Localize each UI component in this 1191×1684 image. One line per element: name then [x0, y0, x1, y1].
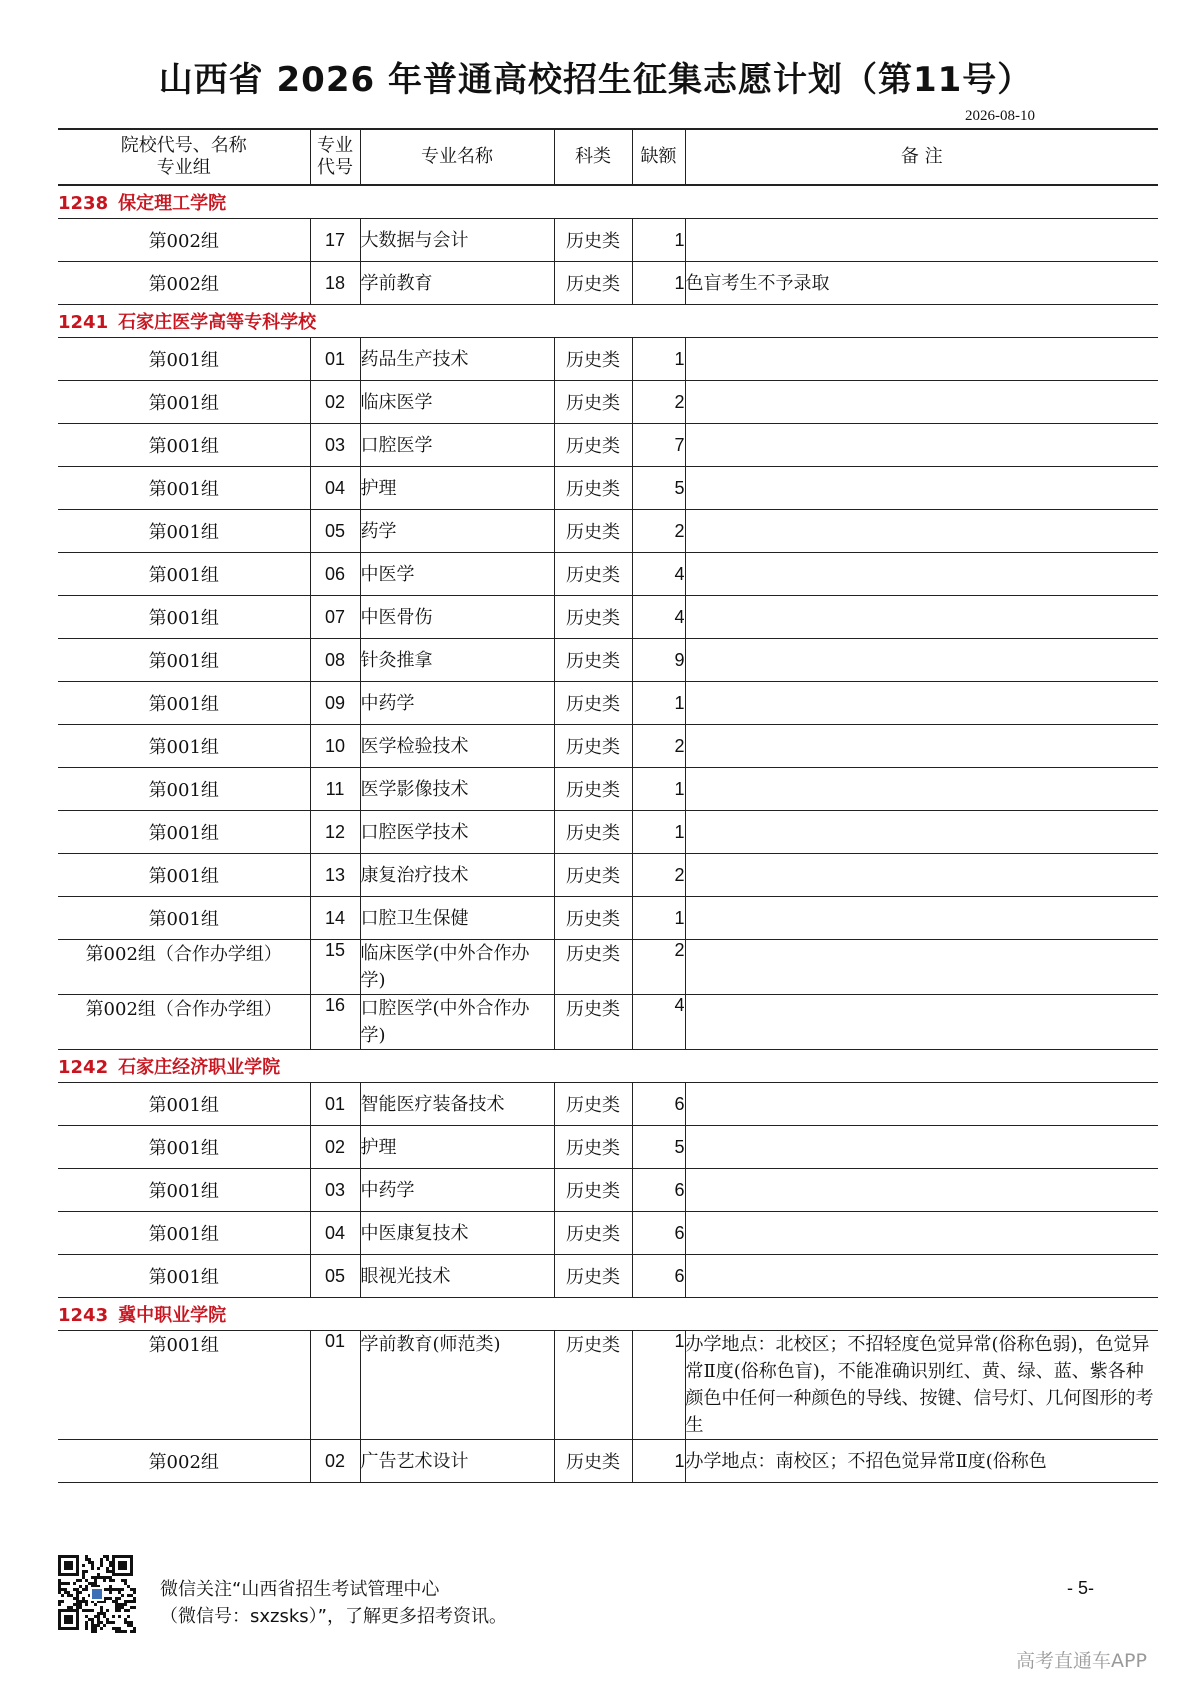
- category-cell: 历史类: [554, 1331, 632, 1440]
- qr-code-graphic: [58, 1555, 136, 1633]
- category-cell: 历史类: [554, 995, 632, 1050]
- table-row: [58, 262, 1158, 305]
- remarks-cell: [685, 1126, 1158, 1169]
- header-major-name: 专业名称: [360, 129, 554, 185]
- table-row: [58, 811, 1158, 854]
- major-name-cell: 针灸推拿: [360, 639, 554, 682]
- vacancy-cell: 7: [632, 424, 685, 467]
- table-row: [58, 510, 1158, 553]
- remarks-cell: [685, 639, 1158, 682]
- category-cell: 历史类: [554, 725, 632, 768]
- group-cell: 第001组: [58, 682, 310, 725]
- table-row: [58, 553, 1158, 596]
- group-cell: 第001组: [58, 1212, 310, 1255]
- table-row: [58, 596, 1158, 639]
- table-row: [58, 1255, 1158, 1298]
- group-cell: 第001组: [58, 811, 310, 854]
- group-cell: 第001组: [58, 424, 310, 467]
- major-name-cell: 医学检验技术: [360, 725, 554, 768]
- major-name-cell: 中药学: [360, 1169, 554, 1212]
- major-name-cell: 口腔卫生保健: [360, 897, 554, 940]
- major-code-cell: 13: [310, 854, 360, 897]
- major-name-cell: 口腔医学: [360, 424, 554, 467]
- table-body: [58, 185, 1158, 1483]
- category-cell: 历史类: [554, 639, 632, 682]
- major-code-cell: 05: [310, 1255, 360, 1298]
- enrollment-plan-table: [58, 128, 1158, 1483]
- category-cell: 历史类: [554, 219, 632, 262]
- major-name-cell: 眼视光技术: [360, 1255, 554, 1298]
- table-row: [58, 854, 1158, 897]
- table-row: [58, 1126, 1158, 1169]
- school-row: [58, 305, 1158, 338]
- vacancy-cell: 6: [632, 1083, 685, 1126]
- remarks-cell: [685, 995, 1158, 1050]
- remarks-cell: 办学地点：南校区；不招色觉异常Ⅱ度(俗称色: [685, 1440, 1158, 1483]
- remarks-cell: [685, 682, 1158, 725]
- major-name-cell: 广告艺术设计: [360, 1440, 554, 1483]
- table-row: [58, 1331, 1158, 1440]
- major-name-cell: 中医骨伤: [360, 596, 554, 639]
- remarks-cell: [685, 424, 1158, 467]
- remarks-cell: [685, 854, 1158, 897]
- school-heading: [58, 185, 1158, 219]
- vacancy-cell: 1: [632, 768, 685, 811]
- remarks-cell: [685, 510, 1158, 553]
- table-row: [58, 682, 1158, 725]
- table-row: [58, 424, 1158, 467]
- school-code: 1243: [58, 1305, 109, 1326]
- major-name-cell: 口腔医学(中外合作办学): [360, 995, 554, 1050]
- major-code-cell: 11: [310, 768, 360, 811]
- major-name-cell: 中医康复技术: [360, 1212, 554, 1255]
- major-code-cell: 17: [310, 219, 360, 262]
- major-name-cell: 护理: [360, 467, 554, 510]
- vacancy-cell: 1: [632, 219, 685, 262]
- school-name: 石家庄经济职业学院: [118, 1057, 281, 1078]
- school-name: 冀中职业学院: [118, 1305, 227, 1326]
- major-name-cell: 大数据与会计: [360, 219, 554, 262]
- watermark: 高考直通车APP: [1016, 1650, 1147, 1672]
- remarks-cell: [685, 1169, 1158, 1212]
- category-cell: 历史类: [554, 940, 632, 995]
- remarks-cell: [685, 338, 1158, 381]
- school-row: [58, 185, 1158, 219]
- group-cell: 第002组（合作办学组）: [58, 940, 310, 995]
- table-row: [58, 1169, 1158, 1212]
- school-heading: [58, 305, 1158, 338]
- major-code-cell: 01: [310, 1083, 360, 1126]
- major-code-cell: 02: [310, 381, 360, 424]
- category-cell: 历史类: [554, 338, 632, 381]
- major-code-cell: 02: [310, 1126, 360, 1169]
- group-cell: 第001组: [58, 596, 310, 639]
- vacancy-cell: 9: [632, 639, 685, 682]
- school-code: 1242: [58, 1057, 109, 1078]
- group-cell: 第001组: [58, 510, 310, 553]
- table-row: [58, 1212, 1158, 1255]
- group-cell: 第001组: [58, 338, 310, 381]
- category-cell: 历史类: [554, 1255, 632, 1298]
- group-cell: 第002组: [58, 1440, 310, 1483]
- table-row: [58, 381, 1158, 424]
- vacancy-cell: 5: [632, 467, 685, 510]
- header-school-group: 院校代号、名称 专业组: [58, 129, 310, 185]
- table-row: [58, 338, 1158, 381]
- major-code-cell: 15: [310, 940, 360, 995]
- major-code-cell: 08: [310, 639, 360, 682]
- vacancy-cell: 1: [632, 1331, 685, 1440]
- group-cell: 第002组（合作办学组）: [58, 995, 310, 1050]
- major-code-cell: 07: [310, 596, 360, 639]
- group-cell: 第001组: [58, 1083, 310, 1126]
- major-name-cell: 口腔医学技术: [360, 811, 554, 854]
- table-row: [58, 1440, 1158, 1483]
- publish-date: 2026-08-10: [965, 108, 1035, 124]
- vacancy-cell: 1: [632, 811, 685, 854]
- category-cell: 历史类: [554, 467, 632, 510]
- vacancy-cell: 6: [632, 1212, 685, 1255]
- header-remarks: 备 注: [685, 129, 1158, 185]
- category-cell: 历史类: [554, 1169, 632, 1212]
- group-cell: 第001组: [58, 854, 310, 897]
- school-name: 保定理工学院: [118, 193, 227, 214]
- vacancy-cell: 6: [632, 1255, 685, 1298]
- group-cell: 第001组: [58, 1255, 310, 1298]
- vacancy-cell: 4: [632, 553, 685, 596]
- major-name-cell: 药学: [360, 510, 554, 553]
- header-category: 科类: [554, 129, 632, 185]
- major-code-cell: 05: [310, 510, 360, 553]
- school-name: 石家庄医学高等专科学校: [118, 312, 317, 333]
- remarks-cell: [685, 553, 1158, 596]
- table-row: [58, 467, 1158, 510]
- major-code-cell: 18: [310, 262, 360, 305]
- school-code: 1238: [58, 193, 109, 214]
- vacancy-cell: 4: [632, 596, 685, 639]
- vacancy-cell: 1: [632, 682, 685, 725]
- table-row: [58, 995, 1158, 1050]
- remarks-cell: 色盲考生不予录取: [685, 262, 1158, 305]
- vacancy-cell: 2: [632, 854, 685, 897]
- major-name-cell: 药品生产技术: [360, 338, 554, 381]
- category-cell: 历史类: [554, 553, 632, 596]
- qr-code-icon: [58, 1555, 136, 1633]
- remarks-cell: [685, 768, 1158, 811]
- remarks-cell: [685, 467, 1158, 510]
- table-header-row: [58, 129, 1158, 185]
- page-number: - 5-: [1067, 1578, 1094, 1598]
- major-code-cell: 04: [310, 467, 360, 510]
- major-code-cell: 12: [310, 811, 360, 854]
- category-cell: 历史类: [554, 424, 632, 467]
- group-cell: 第001组: [58, 1331, 310, 1440]
- major-code-cell: 01: [310, 338, 360, 381]
- table-row: [58, 897, 1158, 940]
- major-name-cell: 护理: [360, 1126, 554, 1169]
- major-name-cell: 中药学: [360, 682, 554, 725]
- group-cell: 第001组: [58, 1126, 310, 1169]
- table-row: [58, 940, 1158, 995]
- group-cell: 第001组: [58, 768, 310, 811]
- header-major-code: 专业 代号: [310, 129, 360, 185]
- major-name-cell: 学前教育(师范类): [360, 1331, 554, 1440]
- vacancy-cell: 2: [632, 940, 685, 995]
- footer-line-1: 微信关注“山西省招生考试管理中心: [160, 1579, 440, 1600]
- major-name-cell: 智能医疗装备技术: [360, 1083, 554, 1126]
- vacancy-cell: 5: [632, 1126, 685, 1169]
- vacancy-cell: 6: [632, 1169, 685, 1212]
- category-cell: 历史类: [554, 854, 632, 897]
- table-row: [58, 219, 1158, 262]
- category-cell: 历史类: [554, 1440, 632, 1483]
- major-code-cell: 14: [310, 897, 360, 940]
- remarks-cell: [685, 811, 1158, 854]
- category-cell: 历史类: [554, 768, 632, 811]
- major-code-cell: 01: [310, 1331, 360, 1440]
- vacancy-cell: 1: [632, 1440, 685, 1483]
- category-cell: 历史类: [554, 381, 632, 424]
- vacancy-cell: 2: [632, 510, 685, 553]
- remarks-cell: [685, 1212, 1158, 1255]
- table-row: [58, 768, 1158, 811]
- group-cell: 第002组: [58, 219, 310, 262]
- remarks-cell: [685, 940, 1158, 995]
- remarks-cell: [685, 1255, 1158, 1298]
- category-cell: 历史类: [554, 897, 632, 940]
- school-heading: [58, 1298, 1158, 1331]
- category-cell: 历史类: [554, 1212, 632, 1255]
- remarks-cell: [685, 725, 1158, 768]
- group-cell: 第001组: [58, 725, 310, 768]
- school-row: [58, 1298, 1158, 1331]
- footer-line-2: （微信号：sxzsks）”，了解更多招考资讯。: [160, 1606, 507, 1627]
- header-vacancy: 缺额: [632, 129, 685, 185]
- category-cell: 历史类: [554, 596, 632, 639]
- category-cell: 历史类: [554, 510, 632, 553]
- table-row: [58, 725, 1158, 768]
- major-name-cell: 临床医学(中外合作办学): [360, 940, 554, 995]
- category-cell: 历史类: [554, 811, 632, 854]
- school-code: 1241: [58, 312, 109, 333]
- major-code-cell: 06: [310, 553, 360, 596]
- group-cell: 第001组: [58, 639, 310, 682]
- remarks-cell: [685, 596, 1158, 639]
- major-code-cell: 10: [310, 725, 360, 768]
- vacancy-cell: 2: [632, 381, 685, 424]
- remarks-cell: 办学地点：北校区；不招轻度色觉异常(俗称色弱)，色觉异常Ⅱ度(俗称色盲)，不能准确识别红、黄、绿、蓝、紫各种颜色中任何一种颜色的导线、按键、信号灯、几何图形的考生: [685, 1331, 1158, 1440]
- major-code-cell: 04: [310, 1212, 360, 1255]
- page-title: 山西省 2026 年普通高校招生征集志愿计划（第11号）: [158, 60, 1033, 100]
- remarks-cell: [685, 897, 1158, 940]
- category-cell: 历史类: [554, 1126, 632, 1169]
- major-name-cell: 康复治疗技术: [360, 854, 554, 897]
- group-cell: 第001组: [58, 897, 310, 940]
- table-row: [58, 1083, 1158, 1126]
- major-code-cell: 03: [310, 424, 360, 467]
- category-cell: 历史类: [554, 682, 632, 725]
- vacancy-cell: 1: [632, 338, 685, 381]
- vacancy-cell: 2: [632, 725, 685, 768]
- footer-wechat-notice: [160, 1576, 507, 1630]
- school-row: [58, 1050, 1158, 1083]
- major-name-cell: 中医学: [360, 553, 554, 596]
- major-name-cell: 学前教育: [360, 262, 554, 305]
- major-name-cell: 医学影像技术: [360, 768, 554, 811]
- major-name-cell: 临床医学: [360, 381, 554, 424]
- category-cell: 历史类: [554, 1083, 632, 1126]
- major-code-cell: 03: [310, 1169, 360, 1212]
- vacancy-cell: 4: [632, 995, 685, 1050]
- category-cell: 历史类: [554, 262, 632, 305]
- group-cell: 第001组: [58, 1169, 310, 1212]
- remarks-cell: [685, 219, 1158, 262]
- major-code-cell: 09: [310, 682, 360, 725]
- major-code-cell: 16: [310, 995, 360, 1050]
- remarks-cell: [685, 381, 1158, 424]
- group-cell: 第002组: [58, 262, 310, 305]
- group-cell: 第001组: [58, 553, 310, 596]
- major-code-cell: 02: [310, 1440, 360, 1483]
- vacancy-cell: 1: [632, 262, 685, 305]
- group-cell: 第001组: [58, 467, 310, 510]
- table-row: [58, 639, 1158, 682]
- school-heading: [58, 1050, 1158, 1083]
- group-cell: 第001组: [58, 381, 310, 424]
- remarks-cell: [685, 1083, 1158, 1126]
- vacancy-cell: 1: [632, 897, 685, 940]
